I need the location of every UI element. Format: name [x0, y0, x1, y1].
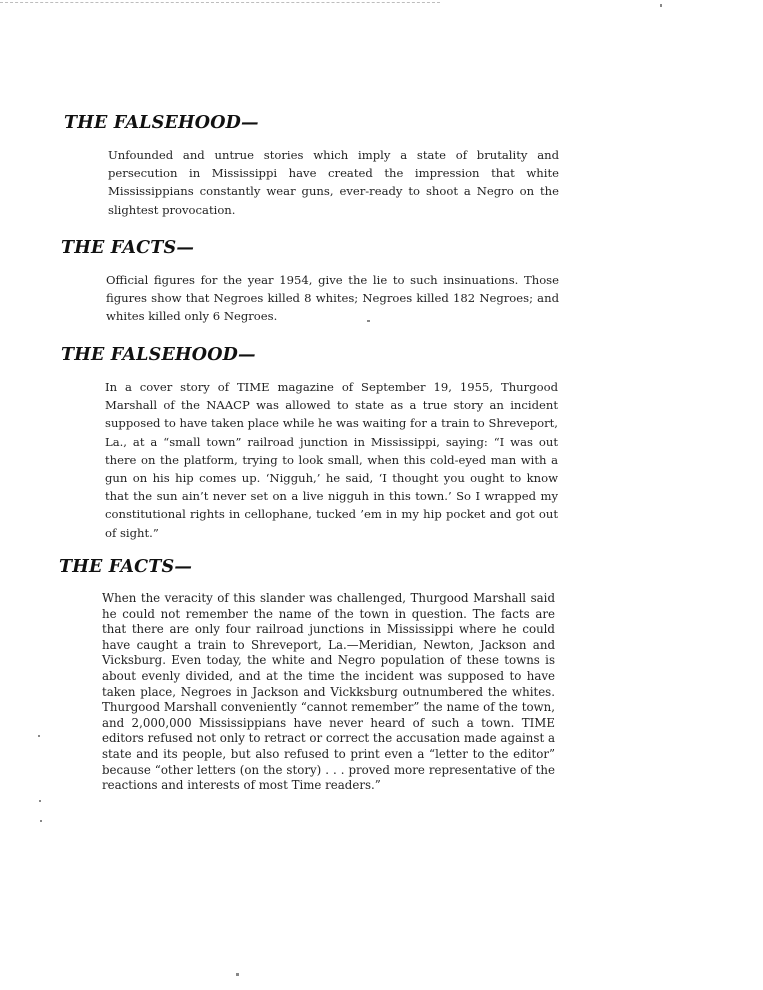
scan-speck — [236, 973, 239, 976]
falsehood-heading-2: THE FALSEHOOD— — [61, 345, 256, 365]
falsehood-text-2: In a cover story of TIME magazine of September 19, 1955, Thurgood Marshall of the NAACP was allowed to state as a true story an incident supposed to have taken place while he was waiting for a train to Shreveport, La., at a “small town” railroad junction in Mississippi, saying: “I was out there on the platform, trying to look small, when this cold-eyed man with a gun on his hip comes up. ‘Nigguh,’ he said, ‘I thought you ought to know that the sun ain’t never set on a live nigguh in this town.’ So I wrapped my constitutional rights in cellophane, tucked ’em in my hip pocket and got out of sight.” — [105, 380, 558, 540]
scan-speck — [38, 735, 40, 737]
scan-speck — [40, 820, 42, 822]
scan-speck — [367, 320, 370, 322]
falsehood-heading-1: THE FALSEHOOD— — [64, 113, 259, 133]
facts-text-2: When the veracity of this slander was challenged, Thurgood Marshall said he could not remember the name of the town in question. The facts are that there are only four railroad junctions in Mississippi where he could have caught a train to Shreveport, La.—Meridian, Newton, Jackson and Vicksburg. Even today, the white and Negro population of these towns is about evenly divided, and at the time the incident was supposed to have taken place, Negroes in Jackson and Vickksburg outnumbered the whites. Thurgood Marshall conveniently “cannot remember” the name of the town, and 2,000,000 Mississippians have never heard of such a town. TIME editors refused not only to retract or correct the accusation made against a state and its people, but also refused to print even a “letter to the editor” because “other letters (on the story) . . . proved more representative of the reactions and interests of most Time readers.” — [102, 591, 555, 793]
falsehood-text-1: Unfounded and untrue stories which imply a state of brutality and persecution in Mississippi have created the impression that white Mississippians constantly wear guns, ever-ready to shoot a Negro on the slightest provocation. — [108, 148, 559, 217]
scan-speck — [39, 800, 41, 802]
facts-heading-1: THE FACTS— — [61, 238, 195, 258]
facts-heading-2: THE FACTS— — [59, 557, 193, 577]
scan-speck — [660, 4, 662, 7]
scan-edge-rule — [0, 2, 440, 3]
facts-text-1: Official figures for the year 1954, give the lie to such insinuations. Those figures show that Negroes killed 8 whites; Negroes killed 182 Negroes; and whites killed only 6 Negroes. — [106, 273, 559, 324]
